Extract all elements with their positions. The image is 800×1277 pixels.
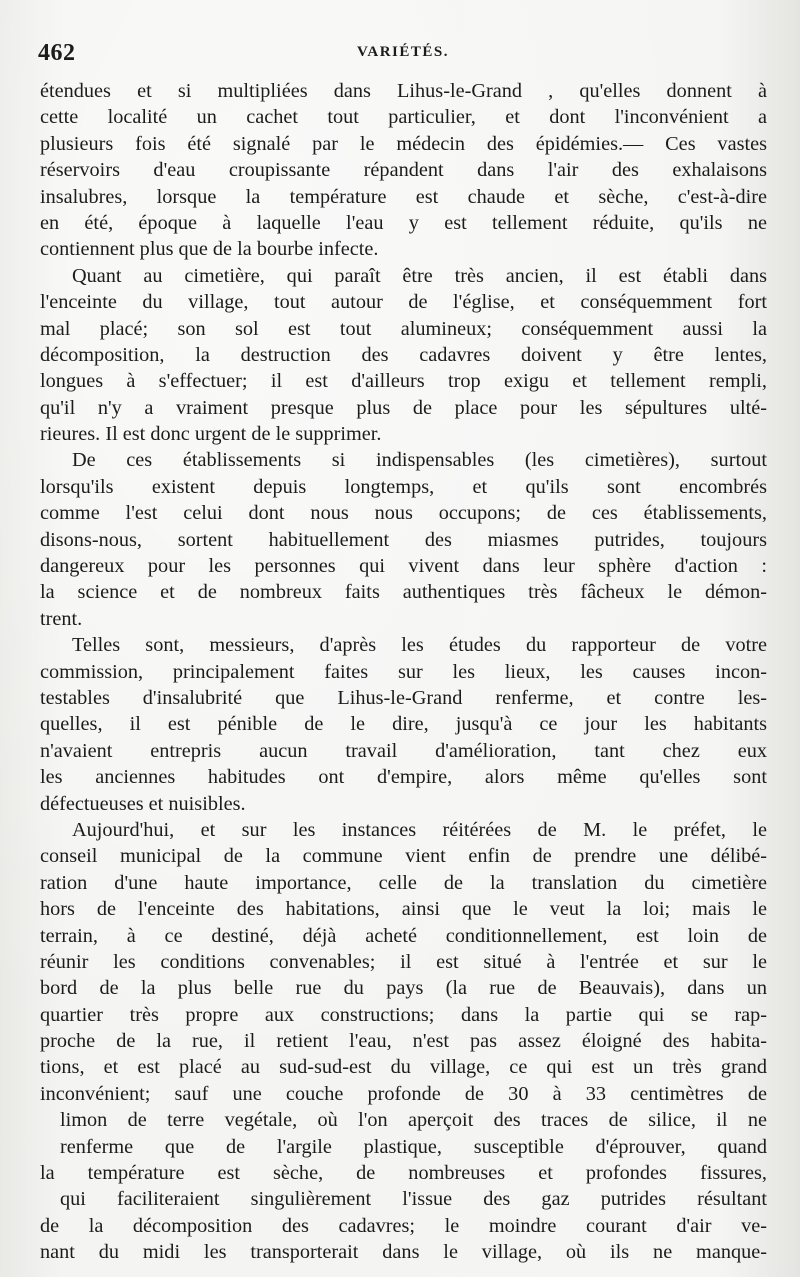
text-line: qu'il n'y a vraiment presque plus de place pour les sépultures ulté- xyxy=(40,396,767,419)
text-line: comme l'est celui dont nous nous occupons; de ces établissements, xyxy=(40,502,767,525)
running-head: VARIÉTÉS. xyxy=(356,44,449,60)
paragraph-2 xyxy=(40,263,767,448)
text-line: Aujourd'hui, et sur les instances réitérées de M. le préfet, le xyxy=(72,818,767,841)
text-line: de la décomposition des cadavres; le moindre courant d'air ve- xyxy=(40,1214,767,1237)
paragraph-3 xyxy=(40,447,767,632)
body-text xyxy=(40,78,767,1266)
paragraph-4 xyxy=(40,632,767,817)
text-line: De ces établissements si indispensables (les cimetières), surtout xyxy=(72,449,767,472)
text-line: contiennent plus que de la bourbe infecte. xyxy=(40,238,379,261)
text-line: l'enceinte du village, tout autour de l'église, et conséquemment fort xyxy=(40,291,767,314)
text-line: rieures. Il est donc urgent de le supprimer. xyxy=(40,423,382,446)
text-line: les anciennes habitudes ont d'empire, alors même qu'elles sont xyxy=(40,766,767,789)
text-line: réunir les conditions convenables; il est situé à l'entrée et sur le xyxy=(40,950,767,973)
text-line: dangereux pour les personnes qui vivent dans leur sphère d'action : xyxy=(40,555,767,578)
text-line: défectueuses et nuisibles. xyxy=(40,792,246,815)
text-line: Telles sont, messieurs, d'après les études du rapporteur de votre xyxy=(72,634,767,657)
text-line: terrain, à ce destiné, déjà acheté conditionnellement, est loin de xyxy=(40,924,767,947)
text-line: hors de l'enceinte des habitations, ainsi que le veut la loi; mais le xyxy=(40,898,767,921)
text-line: mal placé; son sol est tout alumineux; conséquemment aussi la xyxy=(40,317,767,340)
text-line: commission, principalement faites sur les lieux, les causes incon- xyxy=(40,660,767,683)
text-line: testables d'insalubrité que Lihus-le-Grand renferme, et contre les- xyxy=(40,686,767,709)
text-line: limon de terre vegétale, où l'on aperçoit des traces de silice, il ne xyxy=(60,1109,767,1132)
text-line: quelles, il est pénible de le dire, jusqu'à ce jour les habitants xyxy=(40,713,767,736)
page-number: 462 xyxy=(38,40,76,66)
text-line: qui faciliteraient singulièrement l'issue des gaz putrides résultant xyxy=(60,1188,767,1211)
text-line: réservoirs d'eau croupissante répandent dans l'air des exhalaisons xyxy=(40,159,767,182)
paragraph-1 xyxy=(40,78,767,263)
text-line: cette localité un cachet tout particulier, et dont l'inconvénient a xyxy=(40,106,767,129)
text-line: la température est sèche, de nombreuses et profondes fissures, xyxy=(40,1162,767,1185)
text-line: n'avaient entrepris aucun travail d'amélioration, tant chez eux xyxy=(40,739,767,762)
text-line: disons-nous, sortent habituellement des miasmes putrides, toujours xyxy=(40,528,767,551)
text-line: bord de la plus belle rue du pays (la rue de Beauvais), dans un xyxy=(40,977,767,1000)
text-line: nant du midi les transporterait dans le village, où ils ne manque- xyxy=(40,1241,767,1264)
text-line: ration d'une haute importance, celle de la translation du cimetière xyxy=(40,871,767,894)
text-line: la science et de nombreux faits authentiques très fâcheux le démon- xyxy=(40,581,767,604)
text-line: inconvénient; sauf une couche profonde de 30 à 33 centimètres de xyxy=(40,1082,767,1105)
text-line: quartier très propre aux constructions; dans la partie qui se rap- xyxy=(40,1003,767,1026)
text-line: insalubres, lorsque la température est chaude et sèche, c'est-à-dire xyxy=(40,185,767,208)
text-line: lorsqu'ils existent depuis longtemps, et qu'ils sont encombrés xyxy=(40,475,767,498)
text-line: proche de la rue, il retient l'eau, n'est pas assez éloigné des habita- xyxy=(40,1030,767,1053)
paragraph-5 xyxy=(40,817,767,1266)
text-line: en été, époque à laquelle l'eau y est tellement réduite, qu'ils ne xyxy=(40,211,767,234)
page-header xyxy=(38,40,768,70)
text-line: tions, et est placé au sud-sud-est du village, ce qui est un très grand xyxy=(40,1056,767,1079)
text-line: étendues et si multipliées dans Lihus-le-Grand , qu'elles donnent à xyxy=(40,80,767,102)
text-line: renferme que de l'argile plastique, susceptible d'éprouver, quand xyxy=(60,1135,767,1158)
text-line: longues à s'effectuer; il est d'ailleurs trop exigu et tellement rempli, xyxy=(40,370,767,393)
text-line: conseil municipal de la commune vient enfin de prendre une délibé- xyxy=(40,845,767,868)
text-line: plusieurs fois été signalé par le médecin des épidémies.— Ces vastes xyxy=(40,132,767,155)
text-line: trent. xyxy=(40,607,83,630)
text-line: Quant au cimetière, qui paraît être très ancien, il est établi dans xyxy=(72,264,767,287)
text-line: décomposition, la destruction des cadavres doivent y être lentes, xyxy=(40,343,767,366)
